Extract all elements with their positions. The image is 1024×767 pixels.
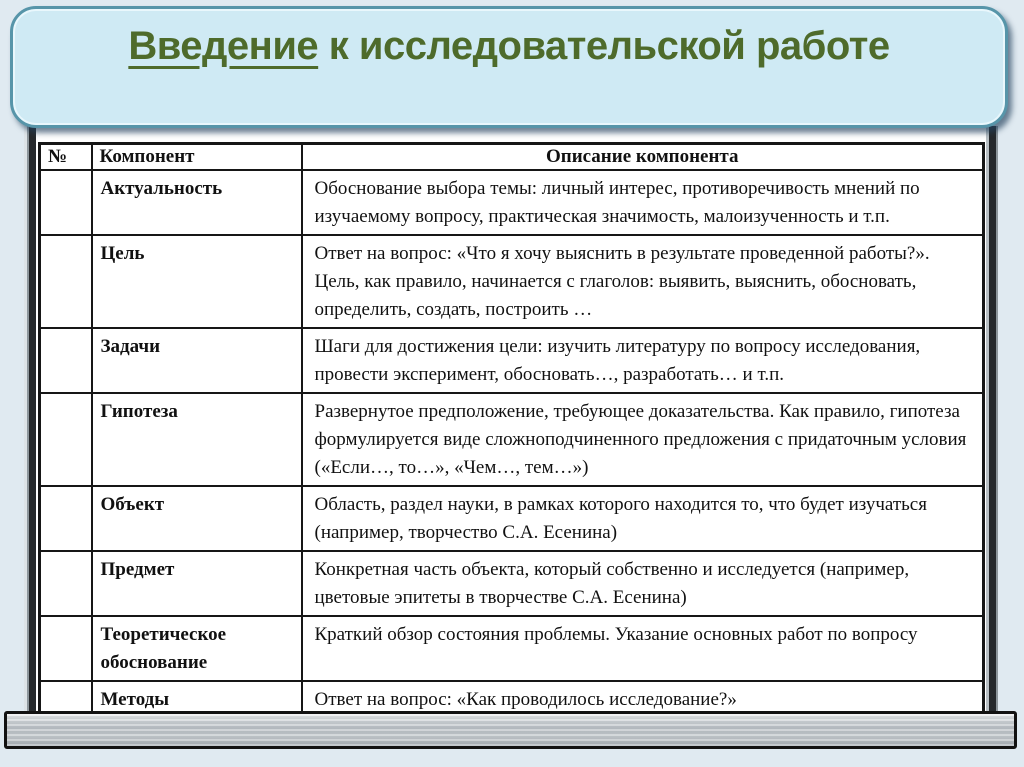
description-cell: Конкретная часть объекта, который собственно и исследуется (например, цветовые эпитеты в творчестве С.А. Есенина) [302,551,984,616]
component-cell: Актуальность [92,170,302,235]
table-row [40,235,984,328]
left-frame-rail [24,126,36,712]
right-frame-rail [986,126,998,712]
description-cell: Обоснование выбора темы: личный интерес, противоречивость мнений по изучаемому вопросу, практическая значимость, малоизученность и т.п. [302,170,984,235]
table-row [40,486,984,551]
table-header-row [40,144,984,171]
description-cell: Краткий обзор состояния проблемы. Указание основных работ по вопросу [302,616,984,681]
description-cell: Ответ на вопрос: «Что я хочу выяснить в результате проведенной работы?». Цель, как правило, начинается с глаголов: выявить, выяснить, обосновать, определить, создать, построить … [302,235,984,328]
num-cell [40,486,92,551]
slide-title-underlined-word: Введение [128,24,319,68]
header-component: Компонент [92,144,302,171]
table-row [40,393,984,486]
num-cell [40,235,92,328]
component-cell: Предмет [92,551,302,616]
component-cell: Методы [92,681,302,738]
table-row [40,551,984,616]
slide-title-rest: к исследовательской работе [318,24,890,68]
header-description: Описание компонента [302,144,984,171]
table-row [40,328,984,393]
header-num: № [40,144,92,171]
component-cell: Задачи [92,328,302,393]
slide-title-plaque [10,6,1008,128]
table-row [40,616,984,681]
num-cell [40,551,92,616]
table-row [40,170,984,235]
description-cell: Развернутое предположение, требующее доказательства. Как правило, гипотеза формулируется виде сложноподчиненного предложения с придаточным условия («Если…, то…», «Чем…, тем…») [302,393,984,486]
num-cell [40,328,92,393]
num-cell [40,616,92,681]
description-cell: Шаги для достижения цели: изучить литературу по вопросу исследования, провести эксперимент, обосновать…, разработать… и т.п. [302,328,984,393]
component-cell: Теоретическое обоснование [92,616,302,681]
slide-title [13,23,1005,69]
component-cell: Гипотеза [92,393,302,486]
components-table [38,142,985,740]
component-cell: Объект [92,486,302,551]
component-cell: Цель [92,235,302,328]
num-cell [40,393,92,486]
bottom-frame-bar [4,711,1017,749]
description-cell: Ответ на вопрос: «Как проводилось исследование?» [302,681,984,738]
description-cell: Область, раздел науки, в рамках которого находится то, что будет изучаться (например, творчество С.А. Есенина) [302,486,984,551]
num-cell [40,170,92,235]
